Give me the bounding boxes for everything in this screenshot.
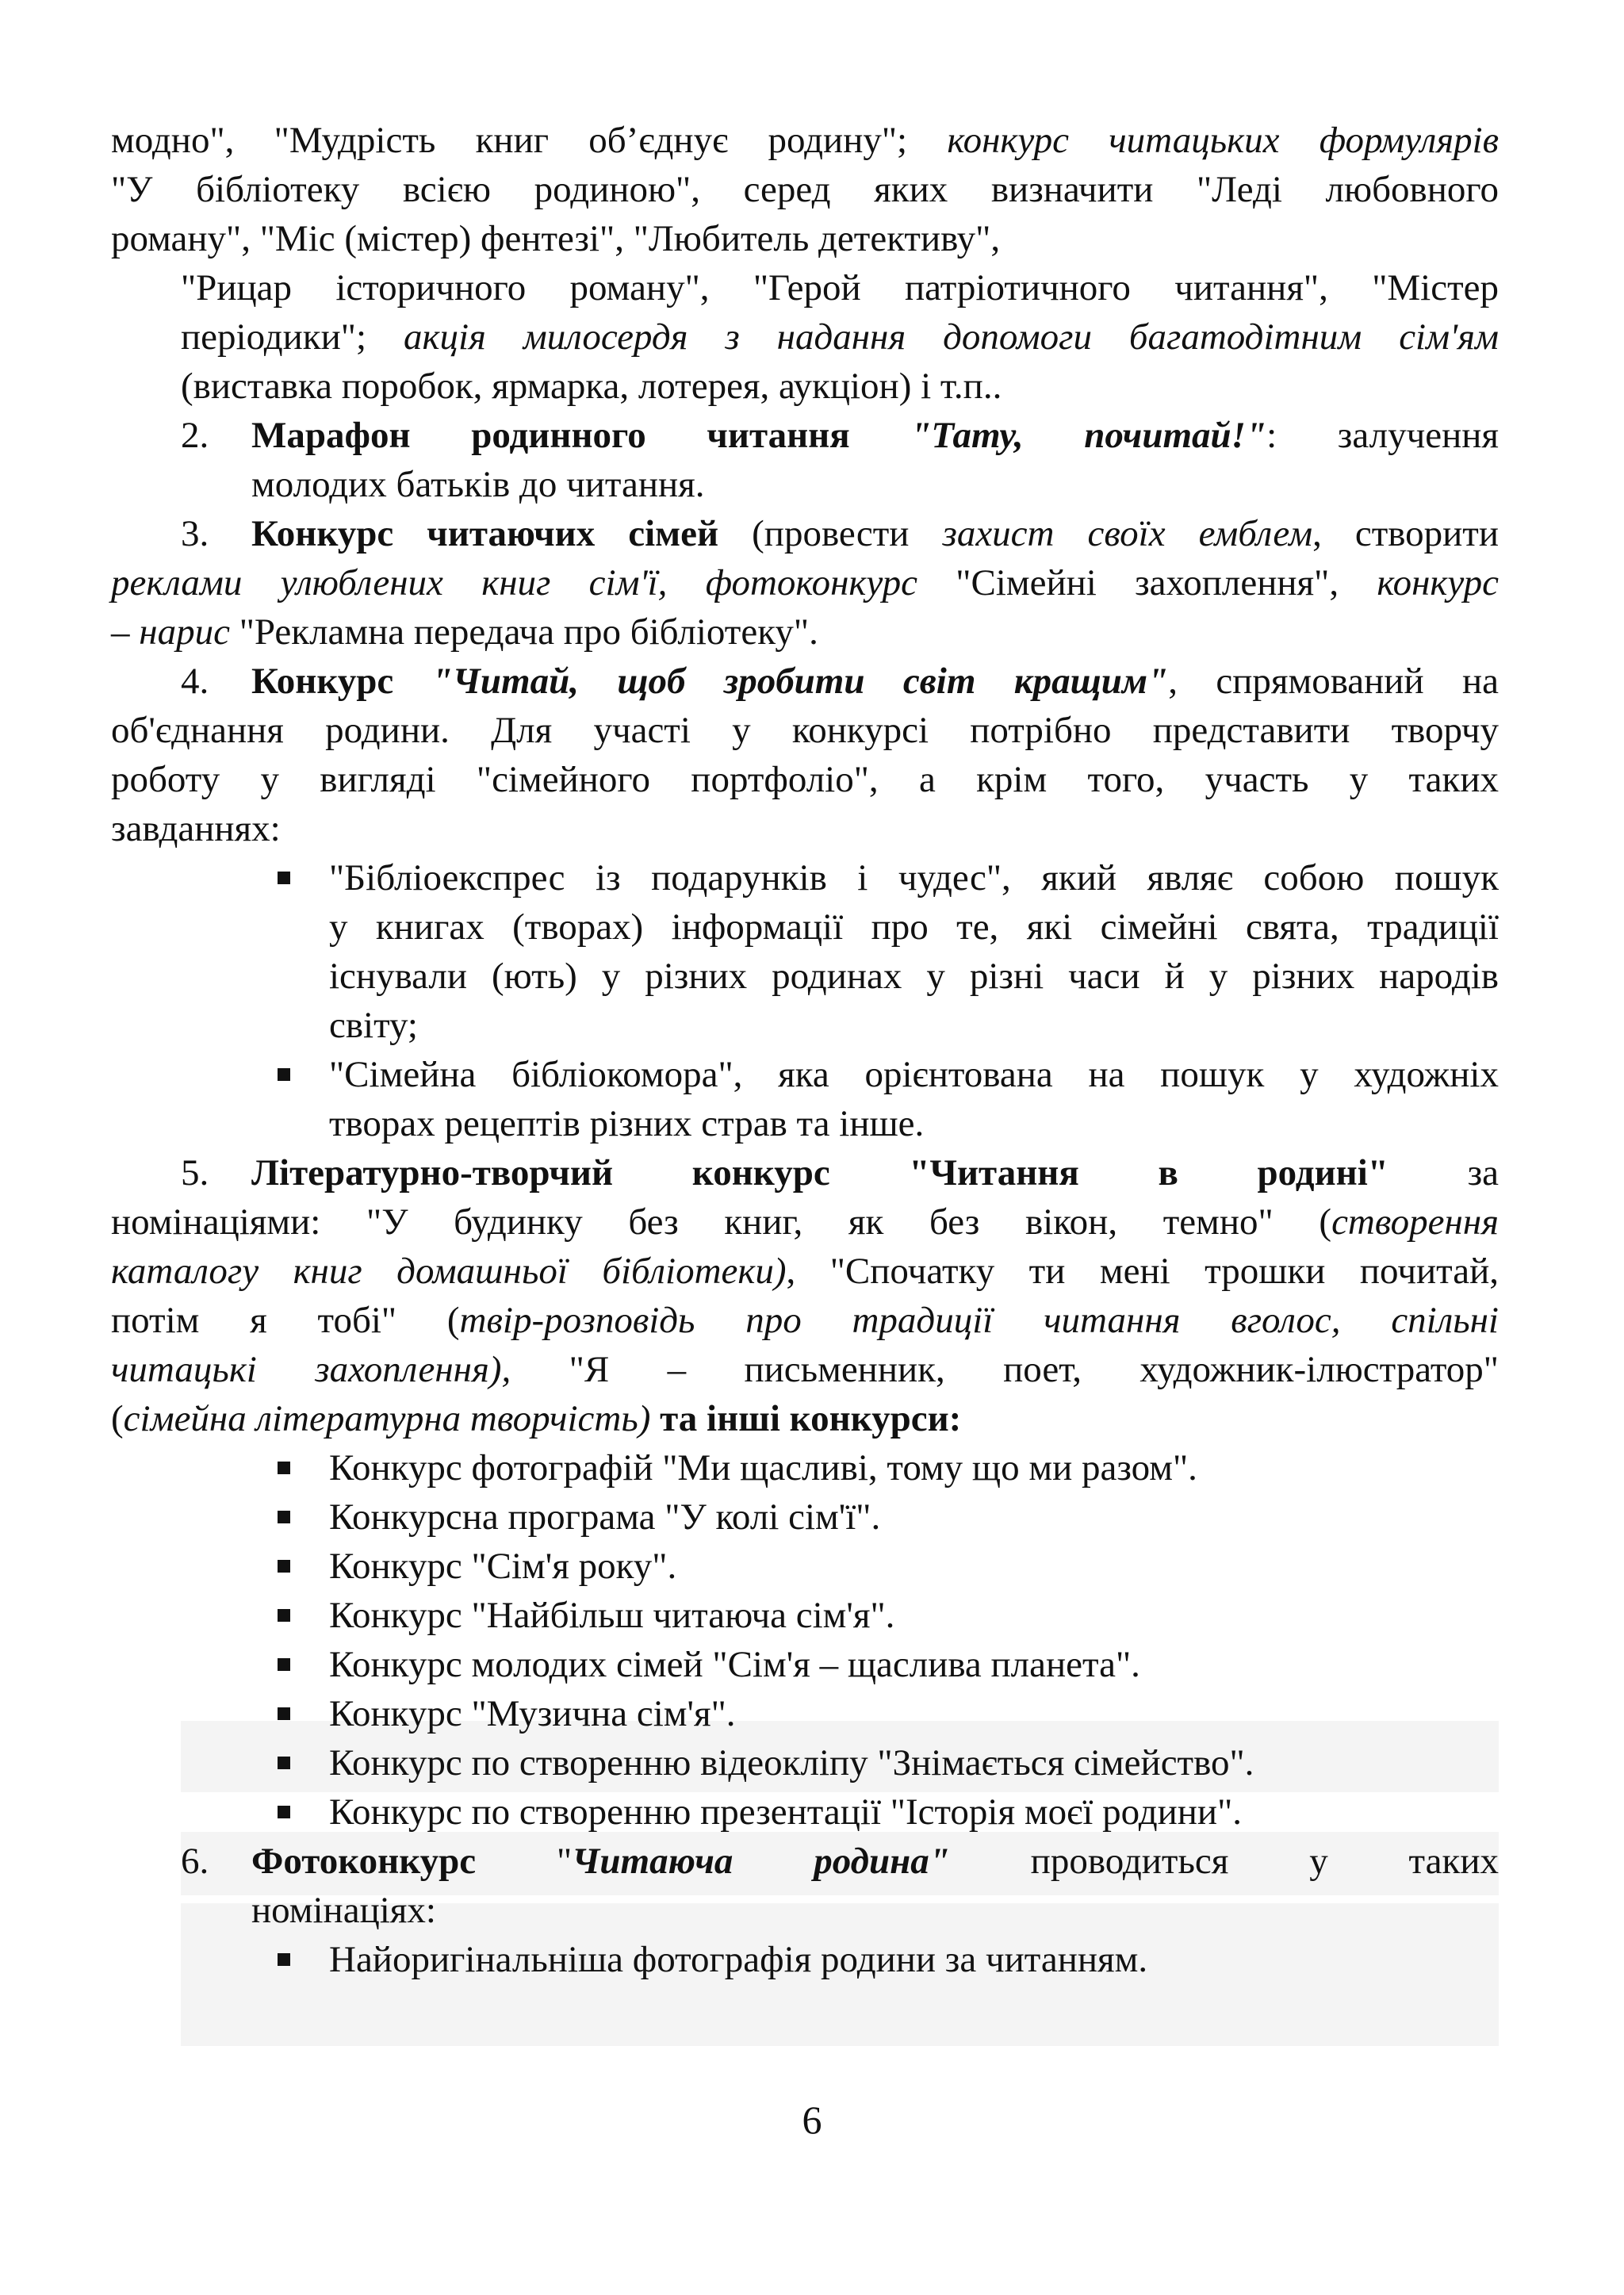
- bullet-icon: [278, 872, 290, 884]
- list-item: Конкурс фотографій "Ми щасливі, тому що ми разом".: [329, 1447, 1197, 1488]
- text-line: об'єднання родини. Для участі у конкурсі потрібно представити творчу: [111, 710, 1499, 751]
- text-line: каталогу книг домашньої бібліотеки), "Спочатку ти мені трошки почитай,: [111, 1251, 1499, 1292]
- text-line: роману", "Міс (містер) фентезі", "Любитель детективу",: [111, 218, 1001, 259]
- text-line: модно", "Мудрість книг об’єднує родину"; конкурс читацьких формулярів: [111, 120, 1499, 161]
- bullet-icon: [278, 1068, 290, 1081]
- text-line: Фотоконкурс "Читаюча родина" проводиться у таких: [251, 1841, 1500, 1882]
- bullet-icon: [278, 1806, 290, 1818]
- text-line: у книгах (творах) інформації про те, які сімейні свята, традиції: [329, 906, 1499, 948]
- text-line: Літературно-творчий конкурс "Читання в родині" за: [251, 1152, 1499, 1193]
- text-line: потім я тобі" (твір-розповідь про традиції читання вголос, спільні: [111, 1300, 1499, 1341]
- text-line: творах рецептів різних страв та інше.: [329, 1103, 925, 1144]
- text-line: періодики"; акція милосердя з надання допомоги багатодітним сім'ям: [181, 316, 1499, 358]
- text-line: номінаціями: "У будинку без книг, як без вікон, темно" (створення: [111, 1201, 1499, 1243]
- list-number: 2.: [181, 415, 209, 456]
- list-item: Конкурс "Найбільш читаюча сім'я".: [329, 1595, 895, 1636]
- list-item: Конкурсна програма "У колі сім'ї".: [329, 1496, 881, 1538]
- bullet-icon: [278, 1953, 290, 1966]
- list-item: Конкурс по створенню презентації "Історія моєї родини".: [329, 1791, 1243, 1833]
- text-line: роботу у вигляді "сімейного портфоліо", а крім того, участь у таких: [111, 759, 1499, 800]
- text-line: існували (ють) у різних родинах у різні часи й у різних народів: [329, 956, 1499, 997]
- list-item: Найоригінальніша фотографія родини за читанням.: [329, 1939, 1148, 1980]
- text-line: світу;: [329, 1005, 418, 1046]
- list-item: Конкурс молодих сімей "Сім'я – щаслива планета".: [329, 1644, 1140, 1685]
- text-line: "Сімейна бібліокомора", яка орієнтована на пошук у художніх: [329, 1054, 1499, 1095]
- list-number: 6.: [181, 1841, 209, 1882]
- bullet-icon: [278, 1462, 290, 1474]
- list-number: 3.: [181, 513, 209, 554]
- text-line: "Рицар історичного роману", "Герой патріотичного читання", "Містер: [181, 267, 1499, 308]
- text-line: – нарис "Рекламна передача про бібліотеку".: [111, 611, 818, 653]
- text-line: (сімейна літературна творчість) та інші конкурси:: [111, 1398, 962, 1439]
- bullet-icon: [278, 1560, 290, 1573]
- list-number: 4.: [181, 661, 209, 702]
- text-line: Конкурс "Читай, щоб зробити світ кращим", спрямований на: [251, 661, 1500, 702]
- page-number: 6: [802, 2098, 822, 2142]
- bullet-icon: [278, 1609, 290, 1622]
- text-line: Марафон родинного читання "Тату, почитай!": залучення: [251, 415, 1499, 456]
- text-line: "Бібліоекспрес із подарунків і чудес", який являє собою пошук: [329, 857, 1499, 898]
- list-item: Конкурс по створенню відеокліпу "Знімається сімейство".: [329, 1742, 1254, 1784]
- bullet-icon: [278, 1757, 290, 1769]
- text-line: номінаціях:: [251, 1890, 436, 1931]
- text-line: (виставка поробок, ярмарка, лотерея, аукціон) і т.п..: [181, 366, 1002, 407]
- bullet-icon: [278, 1658, 290, 1671]
- bullet-icon: [278, 1511, 290, 1523]
- list-item: Конкурс "Сім'я року".: [329, 1546, 677, 1587]
- text-line: читацькі захоплення), "Я – письменник, поет, художник-ілюстратор": [111, 1349, 1499, 1390]
- list-item: Конкурс "Музична сім'я".: [329, 1693, 736, 1734]
- list-number: 5.: [181, 1152, 209, 1193]
- text-line: "У бібліотеку всією родиною", серед яких визначити "Леді любовного: [111, 169, 1499, 210]
- text-line: Конкурс читаючих сімей (провести захист своїх емблем, створити: [251, 513, 1499, 554]
- bullet-icon: [278, 1707, 290, 1720]
- text-line: завданнях:: [111, 808, 281, 849]
- text-line: молодих батьків до читання.: [251, 464, 705, 505]
- text-line: реклами улюблених книг сім'ї, фотоконкурс "Сімейні захоплення", конкурс: [111, 562, 1499, 603]
